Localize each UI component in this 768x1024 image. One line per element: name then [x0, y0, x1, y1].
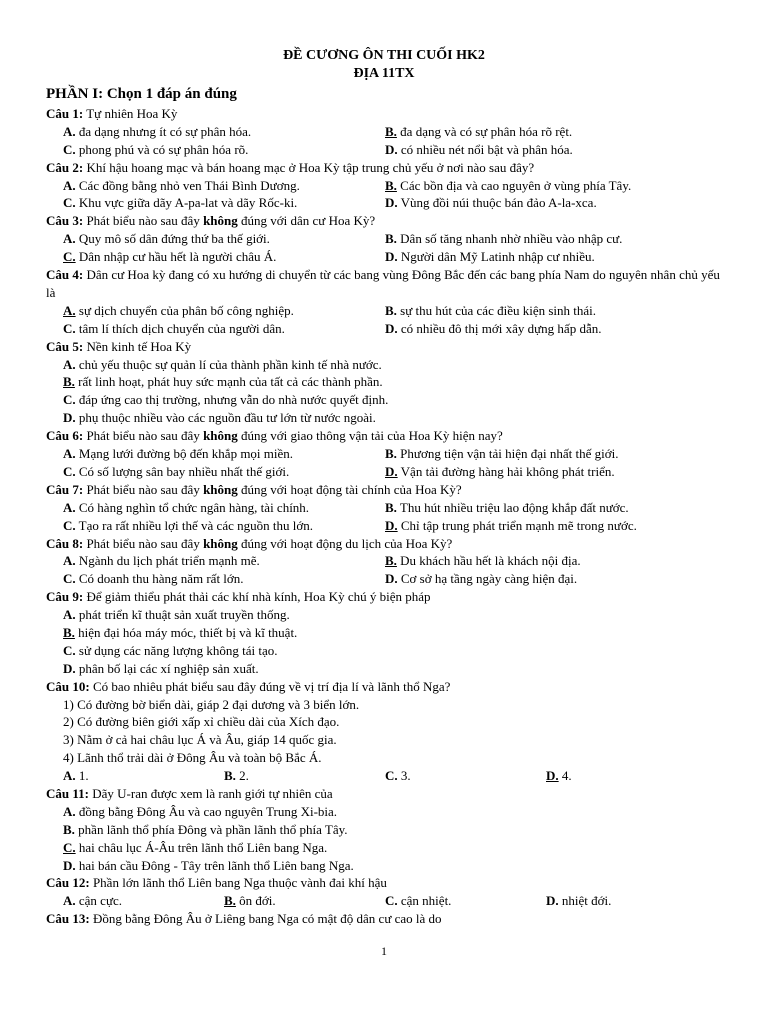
answer-option [63, 517, 313, 535]
option-letter: B. [385, 553, 397, 569]
option-row [0, 463, 768, 481]
answer-option [63, 302, 294, 320]
answer-option [63, 194, 297, 212]
option-row [0, 302, 768, 320]
question-emphasis: không [203, 535, 238, 551]
answer-option [63, 248, 276, 266]
question-number: Câu 4: [46, 267, 84, 283]
question-number: Câu 5: [46, 338, 84, 354]
option-text: Tạo ra rất nhiều lợi thế và các nguồn thu lớn. [75, 517, 313, 533]
option-text: ôn đới. [235, 893, 276, 909]
option-letter: D. [63, 660, 76, 676]
option-row [0, 892, 768, 910]
section-heading: PHẦN I: Chọn 1 đáp án đúng [46, 86, 237, 102]
option-text: Dân nhập cư hầu hết là người châu Á. [75, 249, 277, 265]
option-text: Mạng lưới đường bộ đến khắp mọi miền. [75, 446, 294, 462]
option-text: đa dạng nhưng ít có sự phân hóa. [75, 123, 252, 139]
option-letter: D. [385, 141, 398, 157]
answer-option [63, 141, 248, 159]
answer-option [63, 445, 293, 463]
option-letter: D. [546, 893, 559, 909]
option-letter: D. [385, 249, 398, 265]
option-row [0, 606, 768, 624]
question-stem [0, 266, 768, 302]
question-stem [0, 785, 768, 803]
question-text: Để giảm thiểu phát thải các khí nhà kính, Hoa Kỳ chú ý biện pháp [83, 589, 431, 605]
question-number: Câu 7: [46, 481, 84, 497]
option-letter: C. [385, 768, 398, 784]
option-letter: A. [63, 123, 76, 139]
option-text: có nhiều đô thị mới xây dựng hấp dẫn. [397, 320, 602, 336]
question-text: Phát biểu nào sau đây [83, 535, 204, 551]
option-letter: B. [385, 177, 397, 193]
option-letter: B. [385, 123, 397, 139]
question-text: đúng với giao thông vận tải của Hoa Kỳ hiện nay? [237, 428, 503, 444]
option-row [0, 857, 768, 875]
answer-option [385, 445, 618, 463]
option-text: Khu vực giữa dãy A-pa-lat và dãy Rốc-ki. [75, 195, 298, 211]
answer-option [385, 892, 451, 910]
answer-option [63, 552, 260, 570]
option-row [0, 570, 768, 588]
option-row [0, 320, 768, 338]
option-row [0, 356, 768, 374]
question-text: Phát biểu nào sau đây [83, 213, 204, 229]
question-stem [0, 159, 768, 177]
option-row [0, 839, 768, 857]
question-number: Câu 2: [46, 159, 84, 175]
option-text: cận nhiệt. [397, 893, 452, 909]
question-list [0, 105, 768, 928]
answer-option [63, 660, 259, 678]
question-stem [0, 212, 768, 230]
question-number: Câu 3: [46, 213, 84, 229]
question-text: Phần lớn lãnh thổ Liên bang Nga thuộc vành đai khí hậu [89, 875, 387, 891]
answer-option [385, 499, 629, 517]
answer-option [63, 892, 122, 910]
answer-option [63, 570, 244, 588]
option-letter: C. [63, 463, 76, 479]
option-text: có nhiều nét nổi bật và phân hóa. [397, 141, 573, 157]
answer-option [63, 821, 348, 839]
option-row [0, 499, 768, 517]
option-letter: A. [63, 231, 76, 247]
option-text: Có doanh thu hàng năm rất lớn. [75, 571, 244, 587]
question-stem [0, 338, 768, 356]
option-letter: A. [63, 803, 76, 819]
answer-option [63, 123, 251, 141]
option-row [0, 642, 768, 660]
option-row [0, 624, 768, 642]
answer-option [63, 642, 277, 660]
option-row [0, 803, 768, 821]
option-letter: D. [63, 857, 76, 873]
option-text: Người dân Mỹ Latinh nhập cư nhiều. [397, 249, 595, 265]
statement: 4) Lãnh thổ trải dài ở Đông Âu và toàn bộ Bắc Á. [63, 750, 322, 766]
option-row [0, 767, 768, 785]
answer-option [63, 606, 290, 624]
option-letter: D. [385, 517, 398, 533]
question-emphasis: không [203, 213, 238, 229]
answer-option [63, 373, 383, 391]
question-text: Đồng bằng Đông Âu ở Liêng bang Nga có mật độ dân cư cao là do [89, 911, 442, 927]
option-letter: D. [546, 768, 559, 784]
option-text: tâm lí thích dịch chuyển của người dân. [75, 320, 285, 336]
question-text: đúng với dân cư Hoa Kỳ? [237, 213, 376, 229]
option-text: Phương tiện vận tải hiện đại nhất thế giới. [396, 446, 619, 462]
option-text: Quy mô số dân đứng thứ ba thế giới. [75, 231, 270, 247]
option-letter: A. [63, 607, 76, 623]
option-row [0, 660, 768, 678]
question-text: đúng với hoạt động du lịch của Hoa Kỳ? [237, 535, 453, 551]
option-text: Cơ sở hạ tầng ngày càng hiện đại. [397, 571, 578, 587]
option-text: phân bố lại các xí nghiệp sản xuất. [75, 660, 259, 676]
answer-option [63, 463, 289, 481]
option-row [0, 445, 768, 463]
question-stem [0, 678, 768, 696]
question-number: Câu 8: [46, 535, 84, 551]
statement: 1) Có đường bờ biển dài, giáp 2 đại dương và 3 biển lớn. [63, 696, 360, 712]
option-text: Thu hút nhiều triệu lao động khắp đất nước. [396, 499, 629, 515]
question-text: Phát biểu nào sau đây [83, 481, 204, 497]
question-stem [0, 910, 768, 928]
option-text: Có hàng nghìn tổ chức ngân hàng, tài chính. [75, 499, 310, 515]
option-row [0, 248, 768, 266]
option-letter: C. [385, 893, 398, 909]
option-letter: B. [385, 231, 397, 247]
option-text: sử dụng các năng lượng không tái tạo. [75, 642, 278, 658]
option-text: 3. [397, 768, 411, 784]
option-text: phần lãnh thổ phía Đông và phần lãnh thổ phía Tây. [74, 821, 348, 837]
option-text: hai bán cầu Đông - Tây trên lãnh thổ Liên bang Nga. [75, 857, 354, 873]
question-text: Dân cư Hoa kỳ đang có xu hướng di chuyển từ các bang vùng Đông Bắc đến các bang phía Nam do nguyên nhân chủ yếu là [46, 267, 720, 300]
option-text: 1. [75, 768, 89, 784]
option-row [0, 517, 768, 535]
question-text: Nền kinh tế Hoa Kỳ [83, 338, 192, 354]
question-number: Câu 12: [46, 875, 90, 891]
option-letter: C. [63, 839, 76, 855]
question-text: đúng với hoạt động tài chính của Hoa Kỳ? [237, 481, 462, 497]
option-letter: A. [63, 446, 76, 462]
option-letter: B. [63, 624, 75, 640]
answer-option [63, 409, 376, 427]
option-letter: C. [63, 517, 76, 533]
option-text: rất linh hoạt, phát huy sức mạnh của tất cả các thành phần. [74, 374, 383, 390]
answer-option [63, 803, 337, 821]
answer-option [385, 302, 596, 320]
option-text: Các đồng bằng nhỏ ven Thái Bình Dương. [75, 177, 300, 193]
option-text: đáp ứng cao thị trường, nhưng vẫn do nhà nước quyết định. [75, 392, 389, 408]
option-letter: B. [63, 821, 75, 837]
option-letter: A. [63, 553, 76, 569]
option-letter: A. [63, 893, 76, 909]
answer-option [385, 463, 615, 481]
answer-option [63, 230, 270, 248]
answer-option [385, 230, 622, 248]
question-text: Dãy U-ran được xem là ranh giới tự nhiên của [88, 786, 333, 802]
option-letter: C. [63, 571, 76, 587]
document-title: ĐỀ CƯƠNG ÔN THI CUỐI HK2 [283, 48, 485, 63]
question-number: Câu 11: [46, 786, 89, 802]
option-text: phát triển kĩ thuật sản xuất truyền thống. [75, 607, 290, 623]
option-letter: B. [63, 374, 75, 390]
statement: 3) Nằm ở cả hai châu lục Á và Âu, giáp 14 quốc gia. [63, 732, 337, 748]
question-emphasis: không [203, 481, 238, 497]
option-letter: B. [385, 499, 397, 515]
answer-option [385, 767, 411, 785]
answer-option [385, 123, 572, 141]
option-letter: D. [385, 463, 398, 479]
option-text: Có số lượng sân bay nhiều nhất thế giới. [75, 463, 290, 479]
option-letter: C. [63, 392, 76, 408]
answer-option [385, 570, 577, 588]
option-letter: B. [224, 768, 236, 784]
option-letter: A. [63, 356, 76, 372]
option-text: phụ thuộc nhiều vào các nguồn đầu tư lớn từ nước ngoài. [75, 410, 376, 426]
option-letter: A. [63, 177, 76, 193]
question-text: Phát biểu nào sau đây [83, 428, 204, 444]
answer-option [385, 141, 573, 159]
answer-option [63, 320, 285, 338]
option-row [0, 821, 768, 839]
question-text: Có bao nhiêu phát biểu sau đây đúng về vị trí địa lí và lãnh thổ Nga? [89, 678, 451, 694]
answer-option [63, 624, 297, 642]
option-letter: B. [224, 893, 236, 909]
option-letter: C. [63, 141, 76, 157]
option-text: nhiệt đới. [558, 893, 612, 909]
option-letter: C. [63, 249, 76, 265]
option-row [0, 194, 768, 212]
option-letter: A. [63, 768, 76, 784]
option-text: đồng bằng Đông Âu và cao nguyên Trung Xi-bia. [75, 803, 338, 819]
option-letter: B. [385, 302, 397, 318]
option-text: Ngành du lịch phát triển mạnh mẽ. [75, 553, 260, 569]
option-text: hai châu lục Á-Âu trên lãnh thổ Liên bang Nga. [75, 839, 328, 855]
option-text: sự thu hút của các điều kiện sinh thái. [396, 302, 597, 318]
option-letter: D. [385, 571, 398, 587]
answer-option [385, 248, 595, 266]
question-number: Câu 10: [46, 678, 90, 694]
answer-option [385, 517, 637, 535]
option-letter: D. [385, 195, 398, 211]
answer-option [224, 892, 276, 910]
document-subtitle: ĐỊA 11TX [353, 66, 415, 81]
option-text: 4. [558, 768, 572, 784]
option-row [0, 409, 768, 427]
option-letter: B. [385, 446, 397, 462]
answer-option [63, 857, 354, 875]
question-text: Khí hậu hoang mạc và bán hoang mạc ở Hoa Kỳ tập trung chủ yếu ở nơi nào sau đây? [83, 159, 535, 175]
question-emphasis: không [203, 428, 238, 444]
question-number: Câu 13: [46, 911, 90, 927]
question-stem [0, 874, 768, 892]
question-stem [0, 427, 768, 445]
option-letter: D. [63, 410, 76, 426]
answer-option [385, 320, 601, 338]
option-text: Vận tải đường hàng hải không phát triển. [397, 463, 615, 479]
answer-option [546, 767, 572, 785]
answer-option [224, 767, 249, 785]
option-row [0, 373, 768, 391]
answer-option [63, 499, 309, 517]
option-text: chủ yếu thuộc sự quản lí của thành phần kinh tế nhà nước. [75, 356, 382, 372]
question-stem [0, 535, 768, 553]
option-letter: D. [385, 320, 398, 336]
option-row [0, 552, 768, 570]
answer-option [385, 552, 581, 570]
option-text: đa dạng và có sự phân hóa rõ rệt. [396, 123, 573, 139]
option-text: cận cực. [75, 893, 123, 909]
option-text: Các bồn địa và cao nguyên ở vùng phía Tây. [396, 177, 632, 193]
question-text: Tự nhiên Hoa Kỳ [83, 106, 178, 121]
option-row [0, 230, 768, 248]
option-letter: C. [63, 642, 76, 658]
question-stem [0, 105, 768, 123]
question-stem [0, 481, 768, 499]
answer-option [63, 391, 388, 409]
answer-option [63, 767, 89, 785]
option-letter: A. [63, 499, 76, 515]
option-text: sự dịch chuyển của phân bố công nghiệp. [75, 302, 294, 318]
option-row [0, 177, 768, 195]
option-text: Dân số tăng nhanh nhờ nhiều vào nhập cư. [396, 231, 623, 247]
option-letter: A. [63, 302, 76, 318]
option-text: hiện đại hóa máy móc, thiết bị và kĩ thuật. [74, 624, 298, 640]
answer-option [63, 177, 300, 195]
answer-option [385, 194, 597, 212]
option-text: Vùng đồi núi thuộc bán đảo A-la-xca. [397, 195, 597, 211]
answer-option [546, 892, 611, 910]
question-number: Câu 9: [46, 589, 84, 605]
question-number: Câu 6: [46, 428, 84, 444]
question-stem [0, 588, 768, 606]
page-number: 1 [381, 944, 387, 958]
question-number: Câu 1: [46, 106, 84, 121]
option-text: Chỉ tập trung phát triển mạnh mẽ trong nước. [397, 517, 637, 533]
option-text: phong phú và có sự phân hóa rõ. [75, 141, 249, 157]
answer-option [63, 356, 382, 374]
option-text: 2. [235, 768, 249, 784]
option-text: Du khách hầu hết là khách nội địa. [396, 553, 581, 569]
option-letter: C. [63, 320, 76, 336]
answer-option [63, 839, 327, 857]
option-row [0, 141, 768, 159]
option-row [0, 123, 768, 141]
option-row [0, 391, 768, 409]
statement: 2) Có đường biên giới xấp xỉ chiều dài của Xích đạo. [63, 714, 340, 730]
option-letter: C. [63, 195, 76, 211]
answer-option [385, 177, 631, 195]
